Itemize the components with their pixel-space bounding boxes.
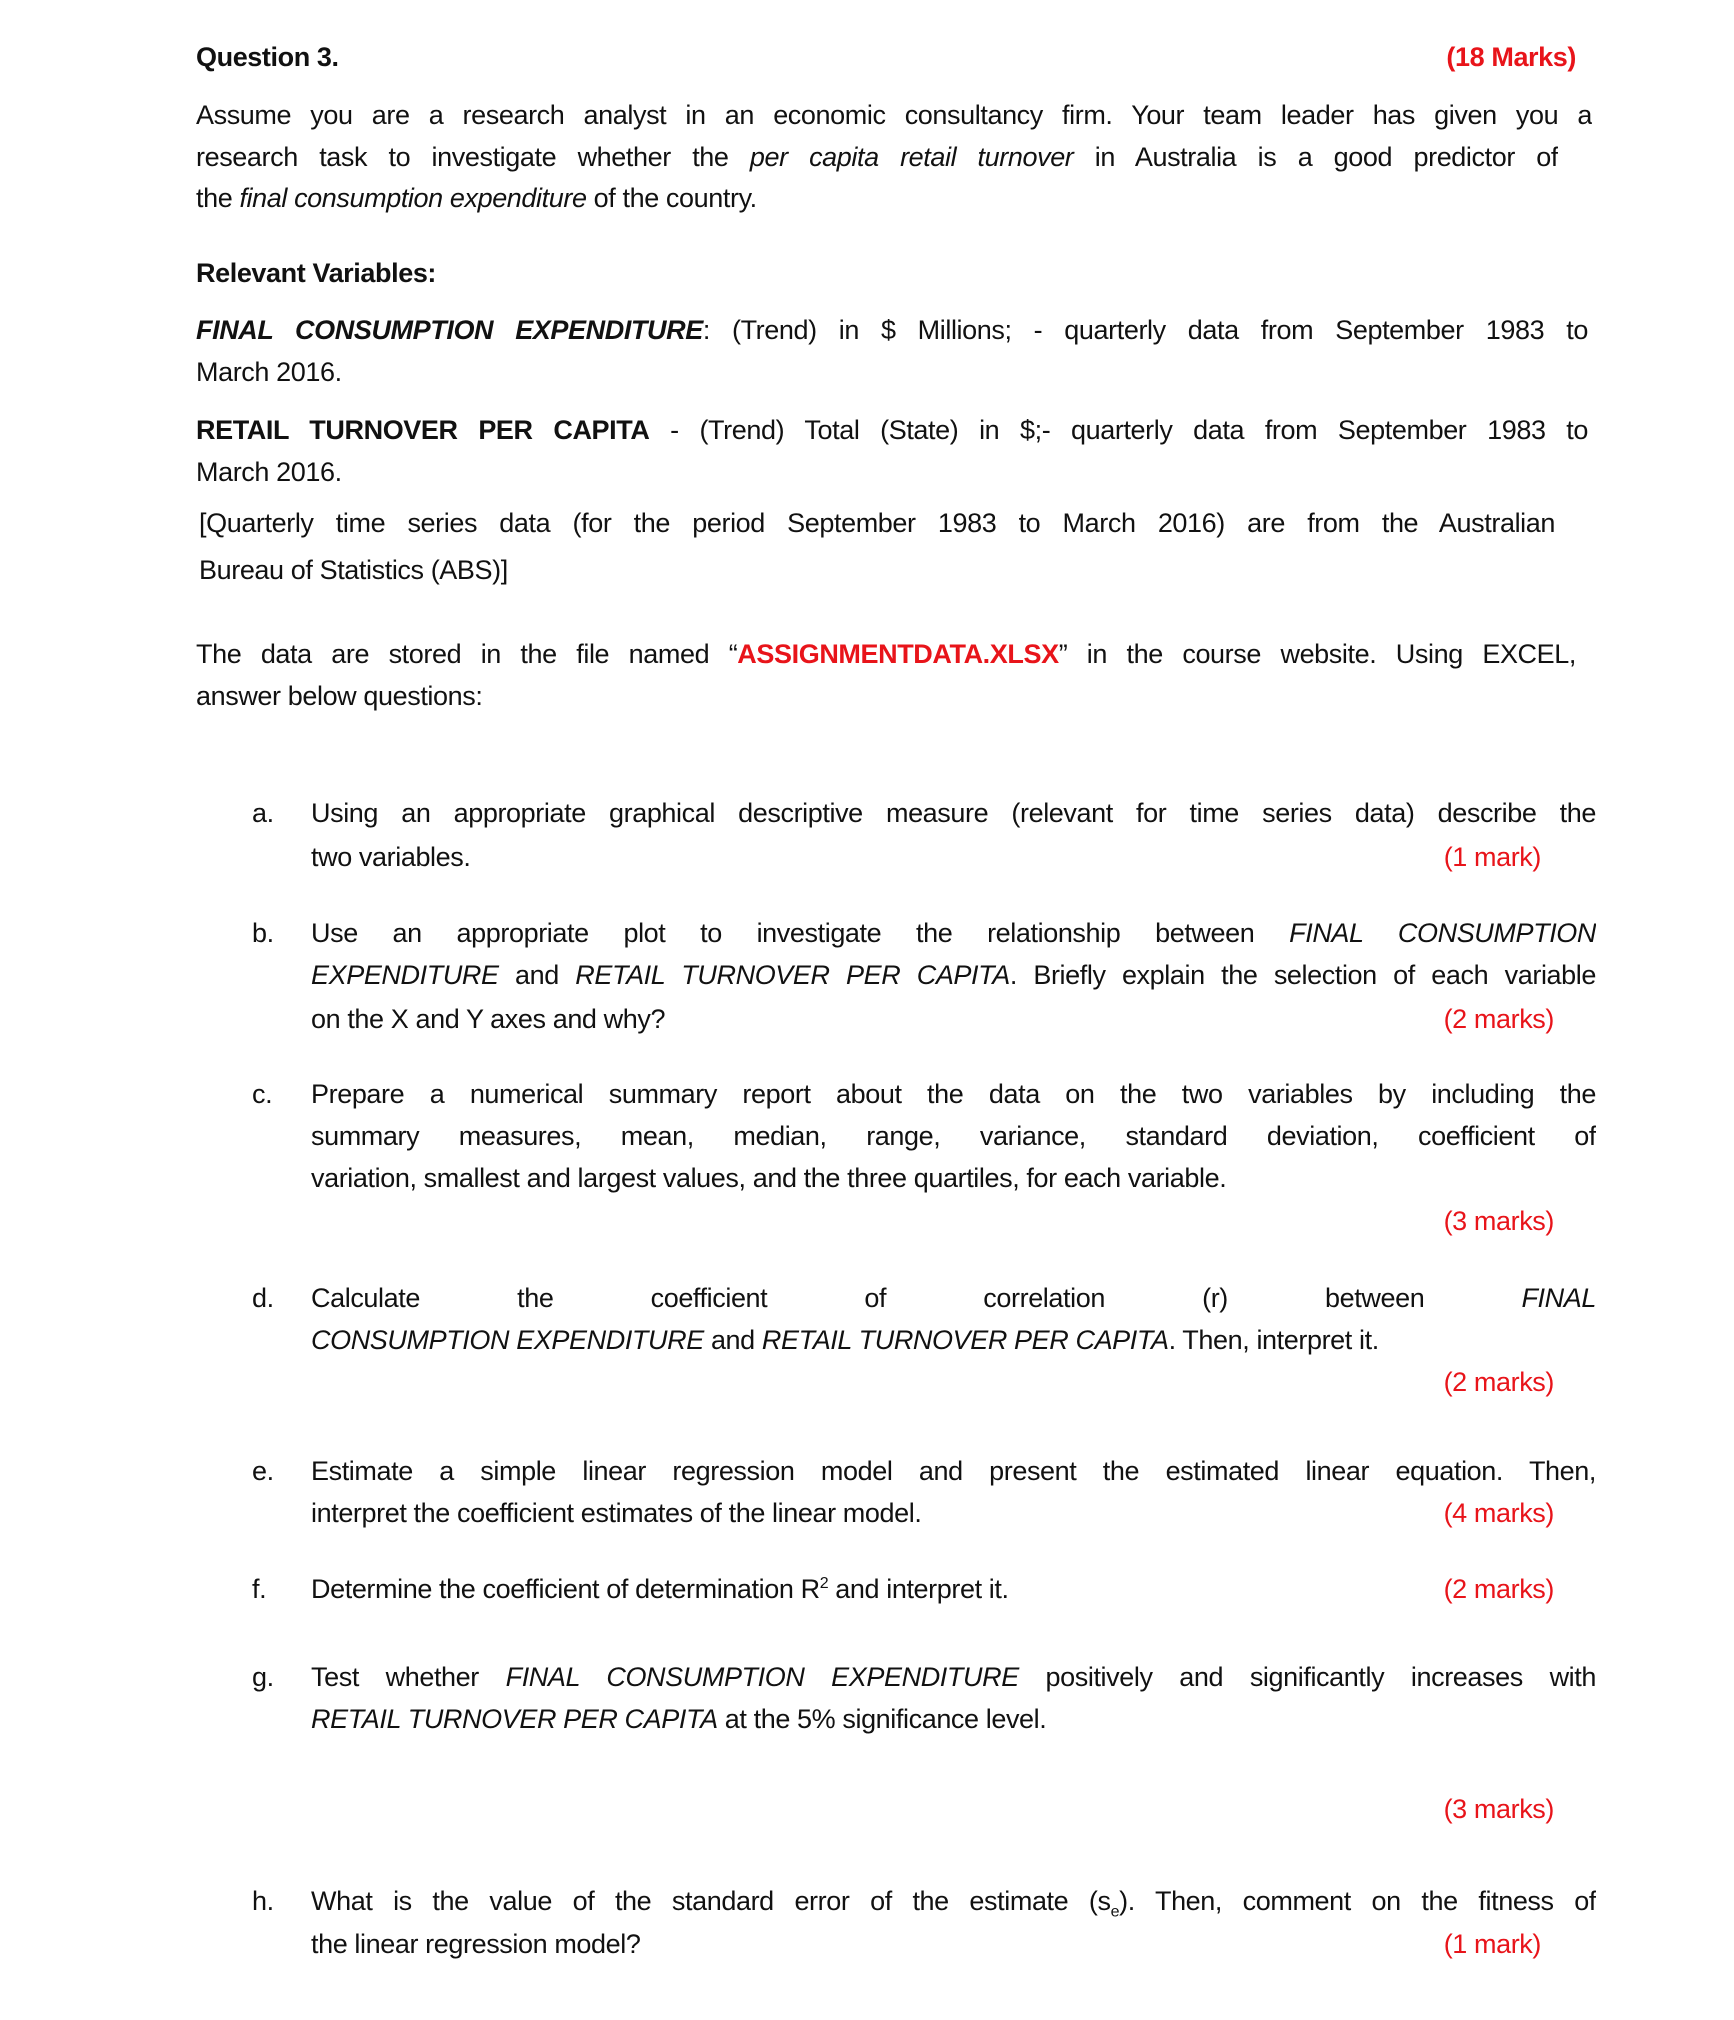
- variable-1: [196, 309, 1588, 351]
- part-text: variation, smallest and largest values, and the three quartiles, for each variable.: [311, 1163, 1227, 1193]
- text: What is the value of the standard error of the estimate (s: [311, 1886, 1111, 1916]
- part-text: summary measures, mean, median, range, variance, standard deviation, coefficient of: [311, 1121, 1596, 1151]
- file-name: ASSIGNMENTDATA.XLSX: [737, 639, 1059, 669]
- part-text: [311, 1880, 1596, 1922]
- emphasis: final consumption expenditure: [239, 183, 587, 213]
- subscript: e: [1110, 1903, 1120, 1921]
- part-letter: b.: [252, 918, 274, 948]
- question-title: Question 3.: [196, 42, 339, 72]
- part-marks: (2 marks): [1443, 1367, 1554, 1397]
- emphasis: FINAL CONSUMPTION: [1289, 918, 1596, 948]
- text: Test whether: [311, 1662, 506, 1692]
- superscript: 2: [819, 1575, 829, 1592]
- total-marks: (18 Marks): [1446, 42, 1576, 72]
- part-marks: (3 marks): [1443, 1794, 1554, 1824]
- part-marks: (3 marks): [1443, 1206, 1554, 1236]
- part-text: [311, 1698, 1046, 1740]
- text: . Then, interpret it.: [1168, 1325, 1379, 1355]
- text: at the 5% significance level.: [717, 1704, 1047, 1734]
- part-text: the linear regression model?: [311, 1929, 641, 1959]
- text: - (Trend) Total (State) in $;- quarterly data from September 1983 to: [649, 415, 1588, 445]
- part-marks: (1 mark): [1443, 1929, 1541, 1959]
- emphasis: FINAL: [1521, 1283, 1596, 1313]
- emphasis: RETAIL TURNOVER PER CAPITA: [575, 960, 1010, 990]
- part-letter: c.: [252, 1079, 273, 1109]
- part-text: Prepare a numerical summary report about the data on the two variables by including the: [311, 1079, 1596, 1109]
- text: : (Trend) in $ Millions; - quarterly data from September 1983 to: [702, 315, 1588, 345]
- text: Calculate the coefficient of correlation (r) between: [311, 1283, 1522, 1313]
- part-text: [311, 1319, 1379, 1361]
- emphasis: RETAIL TURNOVER PER CAPITA: [311, 1704, 718, 1734]
- part-text: [311, 954, 1596, 996]
- part-letter: h.: [252, 1886, 274, 1916]
- emphasis: FINAL CONSUMPTION EXPENDITURE: [505, 1662, 1019, 1692]
- part-text: [311, 1656, 1596, 1698]
- intro-line: [196, 177, 757, 219]
- part-text: [311, 1277, 1596, 1319]
- variable-2-cont: March 2016.: [196, 457, 342, 487]
- text: of the country.: [586, 183, 757, 213]
- part-letter: d.: [252, 1283, 274, 1313]
- part-text: on the X and Y axes and why?: [311, 1004, 666, 1034]
- part-text: interpret the coefficient estimates of the linear model.: [311, 1498, 922, 1528]
- text: in Australia is a good predictor of: [1073, 142, 1558, 172]
- part-letter: f.: [252, 1574, 267, 1604]
- part-text: [311, 912, 1596, 954]
- intro-line: [196, 136, 1558, 178]
- emphasis: RETAIL TURNOVER PER CAPITA: [761, 1325, 1169, 1355]
- part-marks: (1 mark): [1443, 842, 1541, 872]
- part-marks: (2 marks): [1443, 1004, 1554, 1034]
- intro-line: Assume you are a research analyst in an economic consultancy firm. Your team leader has given you a: [196, 100, 1592, 130]
- variable-name: RETAIL TURNOVER PER CAPITA: [196, 415, 650, 445]
- source-note: [Quarterly time series data (for the period September 1983 to March 2016) are from the Australian: [199, 508, 1555, 538]
- data-note-line: answer below questions:: [196, 681, 483, 711]
- part-text: Using an appropriate graphical descriptive measure (relevant for time series data) describe the: [311, 798, 1596, 828]
- data-note-line: [196, 633, 1576, 675]
- part-marks: (4 marks): [1443, 1498, 1554, 1528]
- emphasis: per capita retail turnover: [749, 142, 1074, 172]
- variable-1-cont: March 2016.: [196, 357, 342, 387]
- text: the: [196, 183, 240, 213]
- text: research task to investigate whether the: [196, 142, 750, 172]
- source-note-cont: Bureau of Statistics (ABS)]: [199, 555, 508, 585]
- variable-2: [196, 409, 1588, 451]
- text: positively and significantly increases with: [1018, 1662, 1596, 1692]
- part-text: [311, 1568, 1009, 1610]
- text: Use an appropriate plot to investigate the relationship between: [311, 918, 1290, 948]
- text: and: [498, 960, 576, 990]
- part-text: Estimate a simple linear regression model and present the estimated linear equation. Then,: [311, 1456, 1596, 1486]
- part-letter: g.: [252, 1662, 274, 1692]
- text: . Briefly explain the selection of each variable: [1009, 960, 1596, 990]
- text: ). Then, comment on the fitness of: [1119, 1886, 1596, 1916]
- text: Determine the coefficient of determination R: [311, 1574, 820, 1604]
- part-letter: a.: [252, 798, 274, 828]
- text: and: [703, 1325, 762, 1355]
- part-marks: (2 marks): [1443, 1574, 1554, 1604]
- text: ” in the course website. Using EXCEL,: [1058, 639, 1576, 669]
- text: The data are stored in the file named “: [196, 639, 738, 669]
- emphasis: EXPENDITURE: [311, 960, 499, 990]
- variables-heading: Relevant Variables:: [196, 258, 437, 288]
- part-text: two variables.: [311, 842, 471, 872]
- part-letter: e.: [252, 1456, 274, 1486]
- variable-name: FINAL CONSUMPTION EXPENDITURE: [196, 315, 703, 345]
- text: and interpret it.: [828, 1574, 1009, 1604]
- emphasis: CONSUMPTION EXPENDITURE: [311, 1325, 704, 1355]
